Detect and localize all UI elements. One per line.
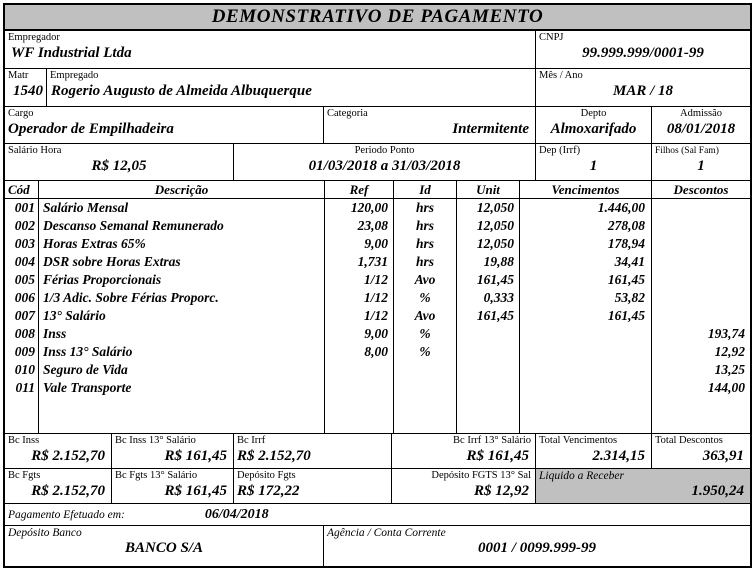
bc-fgts-value: R$ 2.152,70 (31, 483, 105, 499)
cell-value-ref: 23,08 (357, 218, 388, 233)
table-row (5, 361, 750, 379)
total-vencimentos-label: Total Vencimentos (539, 435, 618, 446)
cell-descontos (652, 379, 750, 397)
cell-unit (457, 253, 520, 271)
table-row (5, 199, 750, 217)
cell-vencimentos (520, 325, 652, 343)
cell-descontos (652, 217, 750, 235)
cell-value-cod: 010 (14, 362, 35, 377)
bank-row (5, 526, 750, 566)
category-cell (324, 107, 536, 143)
header-ref: Ref (325, 181, 394, 198)
cell-descricao (39, 307, 325, 325)
cell-value-unit: 12,050 (476, 218, 514, 233)
cell-cod (5, 271, 39, 289)
cell-value-vencimentos: 178,94 (607, 236, 645, 251)
header-cod: Cód (5, 181, 39, 198)
cell-cod (5, 217, 39, 235)
hourly-wage-value: R$ 12,05 (91, 158, 147, 174)
cell-cod (5, 289, 39, 307)
header-descricao: Descrição (39, 181, 325, 198)
admission-value: 08/01/2018 (666, 121, 736, 137)
cell-ref (325, 361, 394, 379)
cell-value-cod: 005 (14, 272, 35, 287)
cell-value-unit: 19,88 (483, 254, 514, 269)
header-vencimentos: Vencimentos (520, 181, 652, 198)
cell-value-id: hrs (415, 218, 434, 233)
cell-value-ref: 1/12 (363, 290, 388, 305)
bc-inss-13-value: R$ 161,45 (164, 448, 227, 464)
cell-value-descricao: DSR sobre Horas Extras (43, 254, 181, 269)
table-row (5, 343, 750, 361)
payment-date-value: 06/04/2018 (204, 506, 269, 522)
cell-value-unit: 12,050 (476, 200, 514, 215)
children-label: Filhos (Sal Fam) (655, 146, 719, 156)
payment-date-cell (5, 504, 750, 525)
header-descontos: Descontos (673, 182, 729, 197)
cell-unit (457, 361, 520, 379)
cell-value-cod: 004 (14, 254, 35, 269)
cell-id (394, 253, 457, 271)
role-value: Operador de Empilhadeira (8, 121, 174, 137)
children-cell (652, 144, 750, 180)
cell-vencimentos (520, 199, 652, 217)
cell-descricao (39, 379, 325, 397)
cell-value-descricao: Férias Proporcionais (43, 272, 162, 287)
bc-inss-13-label: Bc Inss 13° Salário (115, 435, 196, 446)
matr-value: 1540 (13, 83, 43, 99)
cell-descontos (652, 361, 750, 379)
totals-row-1 (5, 434, 750, 469)
total-descontos-cell (652, 434, 750, 468)
bc-irrf-label: Bc Irrf (237, 435, 266, 446)
payment-date-label: Pagamento Efetuado em: (8, 508, 125, 521)
account-cell (324, 526, 750, 566)
cell-unit (457, 307, 520, 325)
employer-name: WF Industrial Ltda (11, 45, 132, 61)
cell-unit (457, 199, 520, 217)
deposito-fgts-13-label: Depósito FGTS 13° Sal (431, 470, 531, 481)
cell-value-id: % (419, 326, 431, 341)
header-unit: Unit (457, 181, 520, 198)
timesheet-period-cell (234, 144, 536, 180)
bc-irrf-13-value: R$ 161,45 (466, 448, 529, 464)
cell-value-id: hrs (415, 236, 434, 251)
bank-label: Depósito Banco (8, 527, 82, 539)
cell-ref (325, 379, 394, 397)
role-label: Cargo (8, 108, 34, 119)
bc-fgts-13-cell (112, 469, 234, 503)
hourly-wage-label: Salário Hora (8, 145, 62, 156)
bank-value: BANCO S/A (125, 540, 203, 556)
dependents-cell (536, 144, 652, 180)
matr-cell (5, 69, 47, 106)
cell-value-descricao: Horas Extras 65% (43, 236, 146, 251)
cell-vencimentos (520, 217, 652, 235)
cell-descontos (652, 271, 750, 289)
cell-value-descontos: 12,92 (714, 344, 745, 359)
page-title: DEMONSTRATIVO DE PAGAMENTO (211, 6, 544, 27)
cell-value-unit: 12,050 (476, 236, 514, 251)
cell-value-ref: 9,00 (364, 326, 388, 341)
cell-descricao (39, 199, 325, 217)
dependents-value: 1 (589, 158, 598, 174)
cell-descricao (39, 325, 325, 343)
cell-ref (325, 325, 394, 343)
employee-name-cell (47, 69, 536, 106)
employee-row (5, 69, 750, 107)
cell-value-vencimentos: 161,45 (607, 272, 645, 287)
cell-vencimentos (520, 379, 652, 397)
dept-label: Depto (580, 108, 607, 119)
cell-id (394, 361, 457, 379)
cell-value-ref: 8,00 (364, 344, 388, 359)
cell-descricao (39, 343, 325, 361)
cell-descricao (39, 217, 325, 235)
cell-unit (457, 325, 520, 343)
deposito-fgts-value: R$ 172,22 (237, 483, 300, 499)
cell-value-ref: 1/12 (363, 308, 388, 323)
cell-vencimentos (520, 253, 652, 271)
cell-value-vencimentos: 278,08 (607, 218, 645, 233)
cell-value-id: Avo (414, 308, 436, 323)
deposito-fgts-cell (234, 469, 392, 503)
total-descontos-label: Total Descontos (655, 435, 723, 446)
cell-descontos (652, 289, 750, 307)
cell-vencimentos (520, 343, 652, 361)
month-year-value: MAR / 18 (612, 83, 673, 99)
cell-unit (457, 379, 520, 397)
employer-row (5, 31, 750, 69)
net-pay-cell (536, 469, 750, 503)
bc-inss-cell (5, 434, 112, 468)
bc-irrf-13-cell (392, 434, 536, 468)
header-id: Id (394, 181, 457, 198)
matr-label: Matr (8, 70, 29, 81)
month-year-cell (536, 69, 750, 106)
total-vencimentos-cell (536, 434, 652, 468)
bank-cell (5, 526, 324, 566)
children-value: 1 (697, 158, 705, 174)
timesheet-period-value: 01/03/2018 a 31/03/2018 (308, 158, 461, 174)
hourly-wage-cell (5, 144, 234, 180)
cell-cod (5, 379, 39, 397)
cell-cod (5, 361, 39, 379)
cell-vencimentos (520, 235, 652, 253)
cell-value-vencimentos: 161,45 (607, 308, 645, 323)
cell-value-id: % (419, 344, 431, 359)
cell-cod (5, 343, 39, 361)
table-row (5, 325, 750, 343)
cell-value-descricao: Inss (43, 326, 67, 341)
cnpj-label: CNPJ (539, 32, 564, 43)
cell-value-descontos: 13,25 (714, 362, 745, 377)
cell-value-cod: 007 (14, 308, 35, 323)
cell-descontos (652, 253, 750, 271)
table-row (5, 253, 750, 271)
bc-fgts-13-label: Bc Fgts 13° Salário (115, 470, 198, 481)
cell-value-descontos: 144,00 (707, 380, 745, 395)
admission-label: Admissão (680, 108, 722, 119)
cell-value-descricao: Descanso Semanal Remunerado (43, 218, 224, 233)
net-pay-label: Liquido a Receber (539, 470, 624, 482)
table-row (5, 235, 750, 253)
cell-value-cod: 001 (14, 200, 35, 215)
cell-value-unit: 161,45 (476, 308, 514, 323)
cell-ref (325, 253, 394, 271)
table-row (5, 271, 750, 289)
cell-value-ref: 9,00 (364, 236, 388, 251)
cell-id (394, 271, 457, 289)
cell-cod (5, 199, 39, 217)
cell-cod (5, 235, 39, 253)
cell-unit (457, 271, 520, 289)
cell-value-cod: 003 (14, 236, 35, 251)
cell-value-vencimentos: 34,41 (614, 254, 645, 269)
table-row (5, 307, 750, 325)
bc-fgts-13-value: R$ 161,45 (164, 483, 227, 499)
dept-value: Almoxarifado (550, 121, 637, 137)
cell-value-descricao: Inss 13° Salário (43, 344, 133, 359)
table-row (5, 217, 750, 235)
dependents-label: Dep (Irrf) (539, 145, 581, 156)
cell-descricao (39, 253, 325, 271)
cell-id (394, 235, 457, 253)
net-pay-value: 1.950,24 (691, 483, 744, 499)
employer-label: Empregador (8, 32, 60, 43)
cell-id (394, 307, 457, 325)
cell-vencimentos (520, 289, 652, 307)
admission-cell (652, 107, 750, 143)
cell-value-cod: 002 (14, 218, 35, 233)
cell-value-descontos: 193,74 (707, 326, 745, 341)
employee-name-label: Empregado (50, 70, 99, 81)
cell-ref (325, 271, 394, 289)
cell-value-descricao: Seguro de Vida (43, 362, 128, 377)
table-row (5, 379, 750, 397)
cell-value-vencimentos: 53,82 (614, 290, 645, 305)
cell-descricao (39, 235, 325, 253)
document-title-bar (5, 5, 750, 31)
wage-row (5, 144, 750, 181)
cell-value-cod: 006 (14, 290, 35, 305)
cell-value-descricao: Vale Transporte (43, 380, 132, 395)
cell-value-cod: 011 (15, 380, 35, 395)
cell-value-descricao: 1/3 Adic. Sobre Férias Proporc. (43, 290, 219, 305)
cell-id (394, 343, 457, 361)
account-value: 0001 / 0099.999-99 (478, 540, 596, 556)
month-year-label: Mês / Ano (539, 70, 583, 81)
cell-value-cod: 009 (14, 344, 35, 359)
cell-vencimentos (520, 361, 652, 379)
cell-value-descricao: Salário Mensal (43, 200, 129, 215)
bc-inss-13-cell (112, 434, 234, 468)
payslip-frame (3, 3, 752, 568)
deposito-fgts-13-value: R$ 12,92 (473, 483, 529, 499)
cnpj-value: 99.999.999/0001-99 (582, 45, 704, 61)
cell-ref (325, 217, 394, 235)
cell-cod (5, 325, 39, 343)
cell-descontos (652, 199, 750, 217)
account-label: Agência / Conta Corrente (327, 527, 446, 539)
cell-descontos (652, 343, 750, 361)
cell-value-id: hrs (415, 254, 434, 269)
cell-unit (457, 289, 520, 307)
cell-value-id: % (419, 290, 431, 305)
job-row (5, 107, 750, 144)
bc-irrf-13-label: Bc Irrf 13° Salário (453, 435, 531, 446)
cell-value-unit: 161,45 (476, 272, 514, 287)
table-row (5, 289, 750, 307)
cell-value-ref: 1/12 (363, 272, 388, 287)
cell-ref (325, 307, 394, 325)
cnpj-cell (536, 31, 750, 68)
cell-unit (457, 217, 520, 235)
cell-value-ref: 1,731 (357, 254, 388, 269)
bc-inss-value: R$ 2.152,70 (31, 448, 105, 464)
cell-descontos (652, 235, 750, 253)
cell-ref (325, 199, 394, 217)
cell-value-id: Avo (414, 272, 436, 287)
cell-id (394, 217, 457, 235)
cell-descricao (39, 271, 325, 289)
total-vencimentos-value: 2.314,15 (592, 448, 645, 464)
cell-id (394, 325, 457, 343)
cell-vencimentos (520, 271, 652, 289)
bc-irrf-cell (234, 434, 392, 468)
deposito-fgts-label: Depósito Fgts (237, 470, 296, 481)
cell-cod (5, 307, 39, 325)
cell-ref (325, 235, 394, 253)
category-label: Categoria (327, 108, 368, 119)
cell-id (394, 199, 457, 217)
dept-cell (536, 107, 652, 143)
role-cell (5, 107, 324, 143)
bc-fgts-label: Bc Fgts (8, 470, 41, 481)
timesheet-period-label: Periodo Ponto (354, 145, 415, 156)
total-descontos-value: 363,91 (702, 448, 744, 464)
totals-row-2 (5, 469, 750, 504)
employer-cell (5, 31, 536, 68)
cell-vencimentos (520, 307, 652, 325)
cell-ref (325, 289, 394, 307)
cell-descricao (39, 361, 325, 379)
cell-unit (457, 343, 520, 361)
cell-unit (457, 235, 520, 253)
cell-descricao (39, 289, 325, 307)
bc-irrf-value: R$ 2.152,70 (237, 448, 311, 464)
cell-id (394, 379, 457, 397)
items-table-body (5, 199, 750, 434)
cell-value-vencimentos: 1.446,00 (597, 200, 645, 215)
bc-inss-label: Bc Inss (8, 435, 40, 446)
cell-descontos (652, 307, 750, 325)
cell-value-descricao: 13° Salário (43, 308, 106, 323)
cell-value-id: hrs (415, 200, 434, 215)
category-value: Intermitente (452, 121, 529, 137)
items-table-header (5, 181, 750, 199)
cell-value-unit: 0,333 (483, 290, 514, 305)
cell-value-cod: 008 (14, 326, 35, 341)
cell-id (394, 289, 457, 307)
cell-value-ref: 120,00 (350, 200, 388, 215)
bc-fgts-cell (5, 469, 112, 503)
deposito-fgts-13-cell (392, 469, 536, 503)
cell-ref (325, 343, 394, 361)
cell-cod (5, 253, 39, 271)
payment-date-row (5, 504, 750, 526)
cell-descontos (652, 325, 750, 343)
employee-name-value: Rogerio Augusto de Almeida Albuquerque (51, 83, 312, 99)
items-filler (5, 397, 750, 433)
